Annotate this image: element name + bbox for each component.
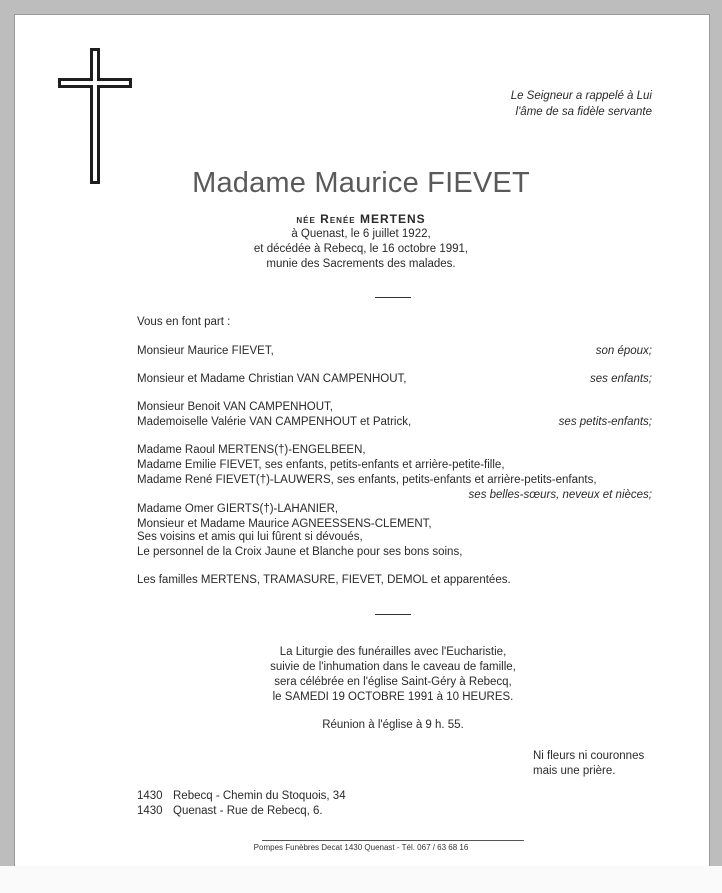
quote-line: Le Seigneur a rappelé à Lui	[510, 90, 652, 102]
family-grandchild: Monsieur Benoit VAN CAMPENHOUT,	[137, 401, 333, 413]
street: Rebecq - Chemin du Stoquois, 34	[173, 790, 346, 802]
postcode: 1430	[137, 790, 163, 802]
liturgy-line: suivie de l'inhumation dans le caveau de famille,	[270, 661, 516, 673]
family-other: Le personnel de la Croix Jaune et Blanche pour ses bons soins,	[137, 546, 463, 558]
relation-spouse: son époux;	[595, 345, 652, 357]
address-line	[137, 805, 323, 817]
relation-siblings: ses belles-sœurs, neveux et nièces;	[468, 489, 652, 501]
relation-grandchildren: ses petits-enfants;	[558, 416, 652, 428]
street: Quenast - Rue de Rebecq, 6.	[173, 805, 323, 817]
address-line	[137, 790, 346, 802]
quote-line: l'âme de sa fidèle servante	[515, 106, 652, 118]
scan-margin	[0, 866, 722, 893]
intro-text: Vous en font part :	[137, 316, 231, 328]
flowers-line: mais une prière.	[533, 765, 616, 777]
family-other: Ses voisins et amis qui lui fûrent si dévoués,	[137, 531, 363, 543]
bible-quote	[412, 88, 652, 120]
sacraments-line: munie des Sacrements des malades.	[266, 258, 456, 270]
meeting-time	[32, 718, 722, 733]
divider	[375, 297, 411, 298]
liturgy-details	[32, 645, 722, 705]
liturgy-line: le SAMEDI 19 OCTOBRE 1991 à 10 HEURES.	[272, 691, 514, 703]
liturgy-line: La Liturgie des funérailles avec l'Eucharistie,	[279, 646, 507, 658]
family-spouse: Monsieur Maurice FIEVET,	[137, 345, 274, 357]
family-sibling: Madame Emilie FIEVET, ses enfants, petits-enfants et arrière-petite-fille,	[137, 459, 505, 471]
footer-rule	[262, 840, 524, 841]
flowers-note	[533, 749, 644, 779]
families-line: Les familles MERTENS, TRAMASURE, FIEVET, DEMOL et apparentées.	[137, 574, 511, 586]
flowers-line: Ni fleurs ni couronnes	[533, 750, 645, 762]
divider	[375, 614, 411, 615]
cross-icon	[56, 46, 134, 186]
family-sibling: Madame René FIEVET(†)-LAUWERS, ses enfants, petits-enfants et arrière-petits-enfants,	[137, 474, 597, 486]
family-sibling: Madame Raoul MERTENS(†)-ENGELBEEN,	[137, 444, 366, 456]
birth-death-details	[0, 212, 722, 272]
death-line: et décédée à Rebecq, le 16 octobre 1991,	[253, 243, 469, 255]
family-grandchild: Mademoiselle Valérie VAN CAMPENHOUT et Patrick,	[137, 416, 412, 428]
family-other: Madame Omer GIERTS(†)-LAHANIER,	[137, 503, 339, 515]
relation-children: ses enfants;	[589, 373, 652, 385]
family-other: Monsieur et Madame Maurice AGNEESSENS-CLEMENT,	[137, 518, 432, 530]
birth-line: à Quenast, le 6 juillet 1922,	[291, 228, 431, 240]
deceased-name: Madame Maurice FIEVET	[192, 167, 530, 199]
postcode: 1430	[137, 805, 163, 817]
meeting-text: Réunion à l'église à 9 h. 55.	[322, 719, 464, 731]
family-children: Monsieur et Madame Christian VAN CAMPENHOUT,	[137, 373, 407, 385]
funeral-home-footer: Pompes Funèbres Decat 1430 Quenast - Tél. 067 / 63 68 16	[253, 843, 469, 852]
liturgy-line: sera célébrée en l'église Saint-Géry à Rebecq,	[274, 676, 512, 688]
maiden-name: née Renée MERTENS	[296, 212, 426, 226]
